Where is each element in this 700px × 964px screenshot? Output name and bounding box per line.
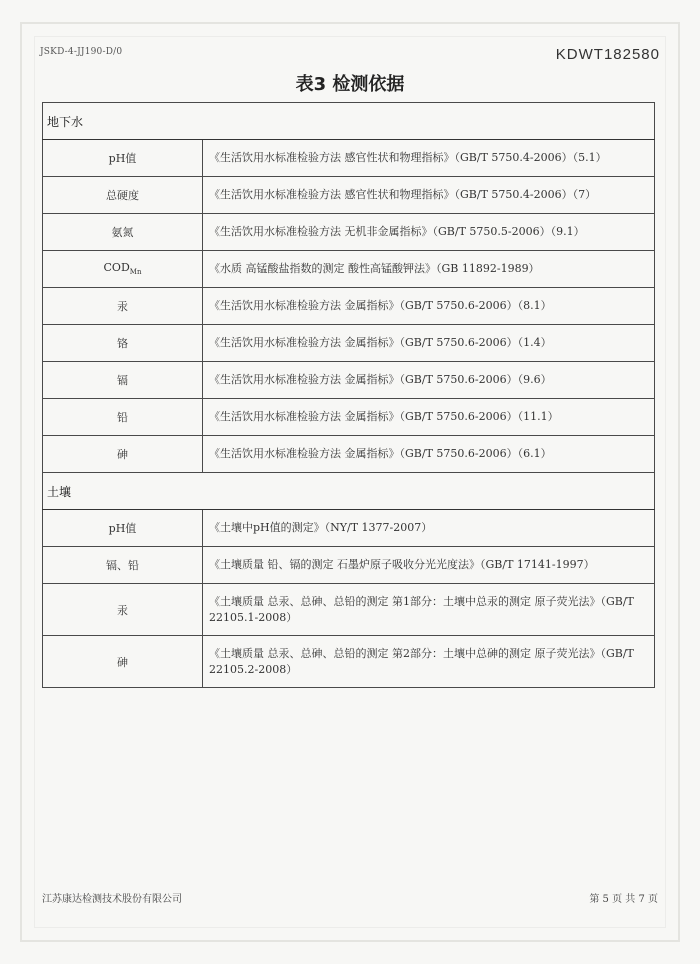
method-cell: 《生活饮用水标准检验方法 金属指标》（GB/T 5750.6-2006）（1.4） — [203, 325, 655, 362]
table-row — [43, 140, 655, 177]
table-row — [43, 362, 655, 399]
section-row-soil — [43, 473, 655, 510]
item-cell: pH值 — [43, 510, 203, 547]
table-row — [43, 510, 655, 547]
method-cell: 《土壤质量 总汞、总砷、总铅的测定 第1部分：土壤中总汞的测定 原子荧光法》（GB/T 22105.1-2008） — [203, 584, 655, 636]
table-row — [43, 288, 655, 325]
table-row — [43, 547, 655, 584]
item-cell: 总硬度 — [43, 177, 203, 214]
table-row — [43, 214, 655, 251]
item-main-text: COD — [103, 261, 130, 275]
method-cell: 《土壤质量 总汞、总砷、总铅的测定 第2部分：土壤中总砷的测定 原子荧光法》（GB/T 22105.2-2008） — [203, 636, 655, 688]
item-subscript: Mn — [129, 268, 142, 277]
table-title: 表3 检测依据 — [295, 74, 405, 95]
table-row — [43, 177, 655, 214]
method-cell: 《生活饮用水标准检验方法 金属指标》（GB/T 5750.6-2006）（9.6） — [203, 362, 655, 399]
table-row — [43, 251, 655, 288]
item-cell: 镉、铅 — [43, 547, 203, 584]
item-cell: 汞 — [43, 584, 203, 636]
method-cell: 《生活饮用水标准检验方法 金属指标》（GB/T 5750.6-2006）（11.1） — [203, 399, 655, 436]
item-cell: 铬 — [43, 325, 203, 362]
table-row — [43, 584, 655, 636]
method-cell: 《生活饮用水标准检验方法 金属指标》（GB/T 5750.6-2006）（8.1） — [203, 288, 655, 325]
method-cell: 《水质 高锰酸盐指数的测定 酸性高锰酸钾法》（GB 11892-1989） — [203, 251, 655, 288]
method-cell: 《生活饮用水标准检验方法 无机非金属指标》（GB/T 5750.5-2006）（9.1） — [203, 214, 655, 251]
item-cell: 氨氮 — [43, 214, 203, 251]
report-number: KDWT182580 — [555, 46, 660, 63]
table-row — [43, 636, 655, 688]
item-cell: 汞 — [43, 288, 203, 325]
item-cell: 镉 — [43, 362, 203, 399]
method-cell: 《生活饮用水标准检验方法 感官性状和物理指标》（GB/T 5750.4-2006）（7） — [203, 177, 655, 214]
table-row — [43, 436, 655, 473]
item-cell: 砷 — [43, 436, 203, 473]
item-cell: pH值 — [43, 140, 203, 177]
table-row — [43, 325, 655, 362]
section-row-groundwater — [43, 103, 655, 140]
page-number: 第 5 页 共 7 页 — [589, 894, 658, 905]
method-cell: 《生活饮用水标准检验方法 感官性状和物理指标》（GB/T 5750.4-2006）（5.1） — [203, 140, 655, 177]
testing-basis-table — [42, 102, 655, 688]
table-row — [43, 399, 655, 436]
item-cell: 砷 — [43, 636, 203, 688]
document-code: JSKD-4-JJ190-D/0 — [40, 47, 123, 57]
section-title: 土壤 — [43, 473, 655, 510]
section-title: 地下水 — [43, 103, 655, 140]
item-cell: 铅 — [43, 399, 203, 436]
company-name: 江苏康达检测技术股份有限公司 — [42, 894, 182, 905]
item-cell — [43, 251, 203, 288]
method-cell: 《生活饮用水标准检验方法 金属指标》（GB/T 5750.6-2006）（6.1） — [203, 436, 655, 473]
method-cell: 《土壤质量 铅、镉的测定 石墨炉原子吸收分光光度法》（GB/T 17141-1997） — [203, 547, 655, 584]
method-cell: 《土壤中pH值的测定》（NY/T 1377-2007） — [203, 510, 655, 547]
